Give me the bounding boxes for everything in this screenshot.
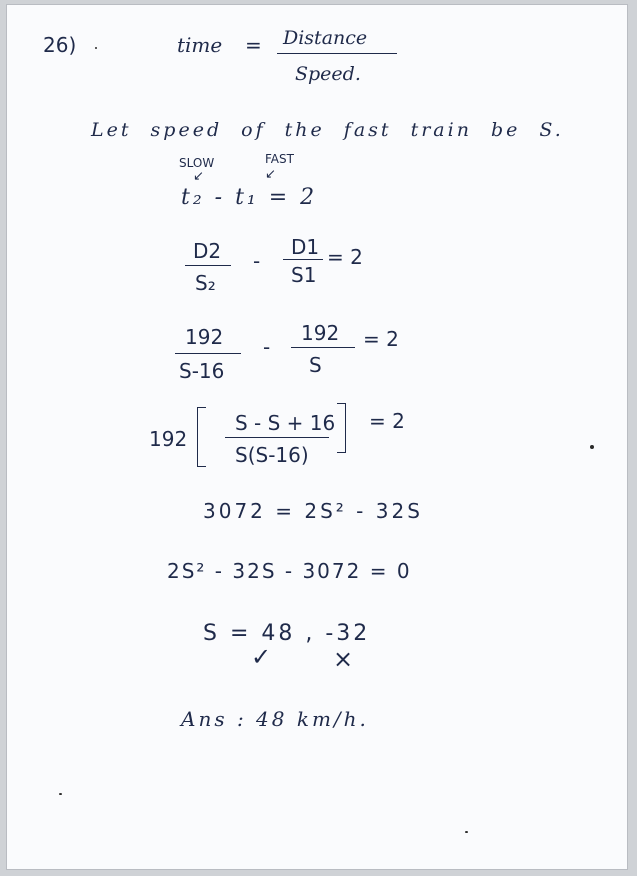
answer-text: Ans : 48 km/h. bbox=[181, 707, 369, 731]
step4-den: S(S-16) bbox=[235, 443, 309, 467]
formula-equals: = bbox=[245, 33, 262, 57]
step3-bar2 bbox=[291, 347, 355, 348]
step2-rhs: = 2 bbox=[327, 245, 363, 269]
step1-equation: t₂ - t₁ = 2 bbox=[181, 185, 318, 210]
step2-bar1 bbox=[185, 265, 231, 266]
fast-arrow-icon: ↙ bbox=[265, 167, 276, 182]
slow-label: SLOW bbox=[179, 156, 215, 170]
step2-num1: D2 bbox=[193, 239, 222, 263]
step4-bar bbox=[225, 437, 329, 438]
step3-den1: S-16 bbox=[179, 359, 225, 383]
cross-icon: × bbox=[333, 645, 354, 673]
step4-right-bracket bbox=[337, 403, 346, 453]
formula-fraction-bar bbox=[277, 53, 397, 54]
paper-speck bbox=[95, 47, 97, 49]
step3-minus: - bbox=[263, 335, 271, 359]
paper-speck bbox=[465, 831, 468, 833]
step5-equation: 3072 = 2S² - 32S bbox=[203, 499, 423, 523]
step3-den2: S bbox=[309, 353, 322, 377]
check-icon: ✓ bbox=[251, 643, 272, 671]
step4-num: S - S + 16 bbox=[235, 411, 336, 435]
step2-den1: S₂ bbox=[195, 271, 216, 295]
formula-lhs: time bbox=[177, 33, 223, 57]
slow-arrow-icon: ↙ bbox=[193, 169, 204, 184]
notebook-page bbox=[6, 4, 628, 870]
step2-bar2 bbox=[283, 259, 323, 260]
paper-speck bbox=[590, 445, 594, 449]
paper-speck bbox=[59, 793, 62, 795]
step3-num2: 192 bbox=[301, 321, 340, 345]
step3-num1: 192 bbox=[185, 325, 224, 349]
step6-equation: 2S² - 32S - 3072 = 0 bbox=[167, 559, 412, 583]
problem-number: 26) bbox=[43, 33, 77, 57]
roots-line: S = 48 , -32 bbox=[203, 621, 371, 646]
step2-den2: S1 bbox=[291, 263, 317, 287]
step4-left-bracket bbox=[197, 407, 206, 467]
step4-coef: 192 bbox=[149, 427, 188, 451]
formula-denominator: Speed. bbox=[295, 63, 361, 85]
fast-label: FAST bbox=[265, 152, 294, 166]
step2-minus: - bbox=[253, 249, 261, 273]
step3-bar1 bbox=[175, 353, 241, 354]
step4-rhs: = 2 bbox=[369, 409, 405, 433]
step2-num2: D1 bbox=[291, 235, 320, 259]
formula-numerator: Distance bbox=[283, 27, 368, 49]
assumption-text: Let speed of the fast train be S. bbox=[91, 119, 564, 141]
step3-rhs: = 2 bbox=[363, 327, 399, 351]
